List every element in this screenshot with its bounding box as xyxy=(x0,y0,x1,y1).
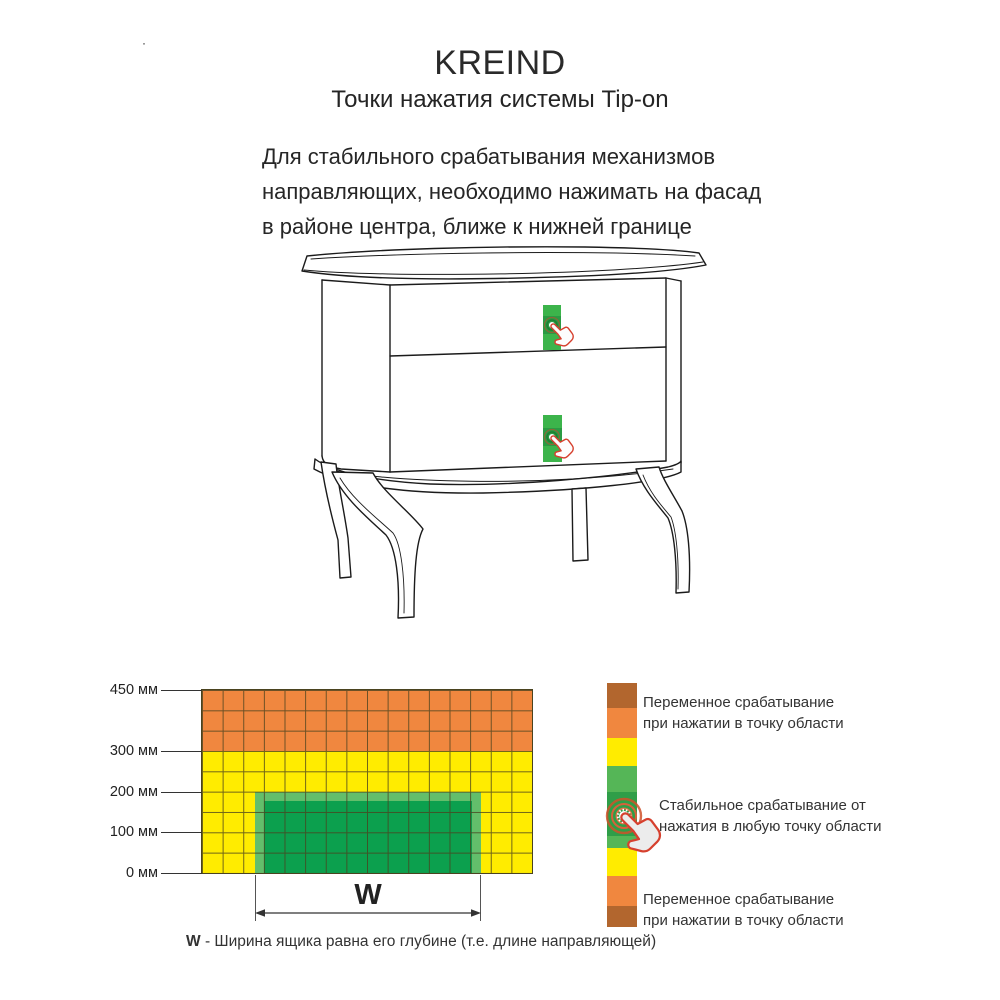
intro-line: направляющих, необходимо нажимать на фасад xyxy=(262,179,762,204)
legend-segment-orange-top xyxy=(607,708,637,738)
width-label: W xyxy=(354,879,382,911)
legend-item-variable-bottom xyxy=(643,889,844,931)
stray-mark: · xyxy=(142,36,146,50)
caption-text: - Ширина ящика равна его глубине (т.е. длине направляющей) xyxy=(200,933,657,950)
legend-item-line: при нажатии в точку области xyxy=(643,912,844,929)
y-tick-200: 200 мм xyxy=(109,784,158,800)
legend-item-stable xyxy=(659,795,882,837)
y-tick-line xyxy=(161,873,202,874)
legend-item-variable-top xyxy=(643,692,844,734)
intro-line: Для стабильного срабатывания механизмов xyxy=(262,144,716,169)
pressure-zone-grid xyxy=(201,689,533,874)
press-point-top-drawer xyxy=(543,305,576,350)
y-tick-0: 0 мм xyxy=(125,865,158,881)
zone-green xyxy=(255,792,481,873)
cabinet-leg-front-right xyxy=(636,467,690,593)
legend-item-line: Переменное срабатывание xyxy=(643,891,835,908)
legend-item-line: Переменное срабатывание xyxy=(643,694,835,711)
cabinet-illustration xyxy=(285,242,725,632)
page-title: KREIND xyxy=(434,44,566,82)
intro-line: в районе центра, ближе к нижней границе xyxy=(262,214,692,239)
cabinet-leg-rear-right xyxy=(572,488,588,561)
legend-segment-brown-top xyxy=(607,683,637,708)
y-tick-450: 450 мм xyxy=(109,682,158,698)
zone-orange xyxy=(202,690,532,751)
y-tick-line xyxy=(161,792,202,793)
legend-item-line: при нажатии в точку области xyxy=(643,715,844,732)
y-tick-line xyxy=(161,832,202,833)
diagram-caption xyxy=(186,933,656,951)
legend-item-line: Стабильное срабатывание от xyxy=(659,797,866,814)
intro-paragraph xyxy=(262,139,761,244)
y-tick-line xyxy=(161,690,202,691)
zone-green-inner xyxy=(264,801,472,873)
cabinet-front-bottom-edge xyxy=(390,461,666,472)
y-tick-100: 100 мм xyxy=(109,824,158,840)
y-tick-line xyxy=(161,751,202,752)
y-tick-300: 300 мм xyxy=(109,743,158,759)
legend-segment-orange-bottom xyxy=(607,876,637,906)
legend-segment-brown-bottom xyxy=(607,906,637,927)
legend-segment-yellow-top xyxy=(607,738,637,766)
drawer-divider-line xyxy=(390,347,666,356)
page-subtitle: Точки нажатия системы Tip-on xyxy=(331,86,669,113)
press-point-bottom-drawer xyxy=(543,415,576,462)
legend-item-line: нажатия в любую точку области xyxy=(659,818,882,835)
caption-term: W xyxy=(186,933,201,950)
